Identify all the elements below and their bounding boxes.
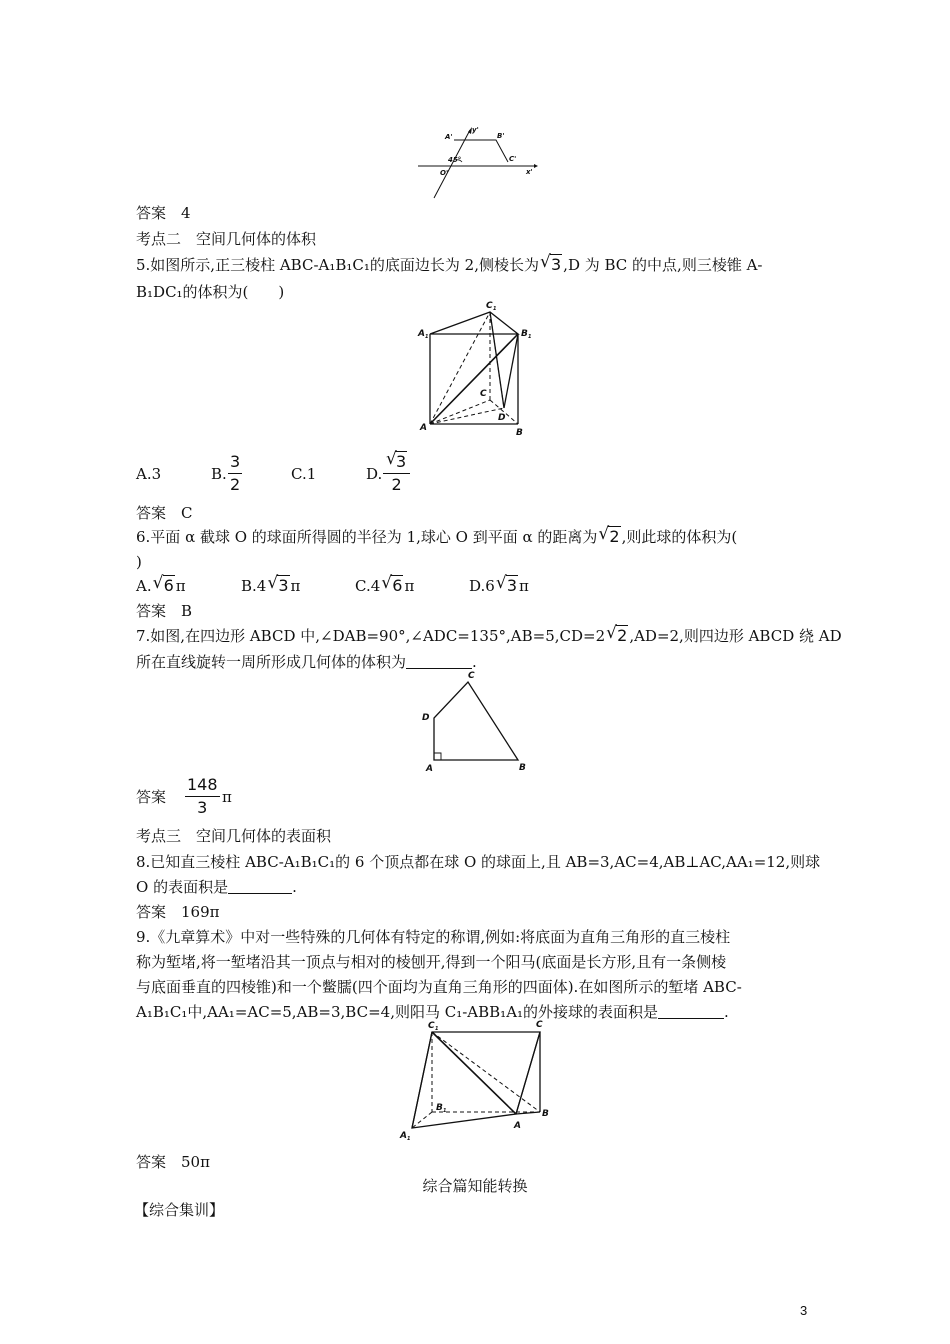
fig3-label-a: A xyxy=(426,764,433,774)
svg-text:1: 1 xyxy=(425,334,429,340)
fig1-label-c: C' xyxy=(509,155,517,163)
page-number: 3 xyxy=(800,1303,808,1318)
svg-text:1: 1 xyxy=(443,1108,447,1114)
svg-text:1: 1 xyxy=(493,306,497,312)
fig3-label-c: C xyxy=(468,671,475,681)
q6-option-b: B.4√ 3 π xyxy=(241,576,300,596)
fig4-label-a: A xyxy=(514,1121,521,1131)
fig4-label-c1: C xyxy=(428,1021,435,1031)
question-9-line-3: 与底面垂直的四棱锥)和一个鳖臑(四个面均为直角三角形的四面体).在如图所示的堑堵 ABC- xyxy=(136,978,742,996)
fig4-label-c: C xyxy=(536,1020,543,1030)
section-title-surface-area: 考点三 空间几何体的表面积 xyxy=(136,827,332,845)
q6-answer: 答案 B xyxy=(136,602,193,620)
comprehensive-subtitle: 【综合集训】 xyxy=(134,1201,225,1219)
q6-option-c: C.4√ 6 π xyxy=(355,576,414,596)
question-5-line-2: B₁DC₁的体积为( ) xyxy=(136,283,285,301)
fig2-label-b1: B xyxy=(521,329,528,339)
q6-option-d: D.6√ 3 π xyxy=(469,576,529,596)
fig4-label-a1: A xyxy=(400,1131,407,1141)
fig2-label-a: A xyxy=(420,423,427,433)
question-9-line-4: A₁B₁C₁中,AA₁=AC=5,AB=3,BC=4,则阳马 C₁-ABB₁A₁的外接球的表面积是 . xyxy=(136,1003,729,1021)
fig3-label-d: D xyxy=(422,713,430,723)
comprehensive-title: 综合篇知能转换 xyxy=(422,1177,528,1195)
q7-answer-label: 答案 xyxy=(136,788,167,806)
fig2-label-c1: C xyxy=(486,301,493,311)
q7-answer-blank xyxy=(406,654,472,669)
q5-option-d-label: D. xyxy=(366,465,383,483)
fig2-label-c: C xyxy=(480,389,487,399)
svg-text:1: 1 xyxy=(528,334,532,340)
question-6-line-2: ) xyxy=(136,553,142,571)
fig1-label-y: y' xyxy=(472,126,479,134)
q9-answer: 答案 50π xyxy=(136,1153,210,1171)
q5-option-c: C.1 xyxy=(291,465,317,483)
fig2-label-a1: A xyxy=(418,329,425,339)
fig4-label-b1: B xyxy=(436,1103,443,1113)
question-5-line-1 xyxy=(136,255,763,275)
question-9-line-2: 称为堑堵,将一堑堵沿其一顶点与相对的棱刨开,得到一个阳马(底面是长方形,且有一条侧棱 xyxy=(136,953,727,971)
fig3-label-b: B xyxy=(519,763,526,773)
q5-text-b: ,D 为 BC 的中点,则三棱锥 A- xyxy=(563,256,763,274)
q5-option-b-fraction: $\frac{3}{2}$ xyxy=(230,452,241,494)
fig1-label-a: A' xyxy=(445,133,453,141)
q5-option-a: A.3 xyxy=(136,465,162,483)
question-8-line-1: 8.已知直三棱柱 ABC-A₁B₁C₁的 6 个顶点都在球 O 的球面上,且 AB=3,AC=4,AB⊥AC,AA₁=12,则球 xyxy=(136,853,821,871)
fig4-label-b: B xyxy=(542,1109,549,1119)
answer-previous: 答案 4 xyxy=(136,204,191,222)
q5-sqrt: √ 3 xyxy=(540,255,562,275)
q6-option-a: A.√ 6 π xyxy=(136,576,186,596)
fig1-label-b: B' xyxy=(497,132,505,140)
svg-text:1: 1 xyxy=(407,1136,411,1142)
svg-text:1: 1 xyxy=(435,1026,439,1032)
figure-oblique-trapezoid xyxy=(418,124,538,200)
question-9-line-1: 9.《九章算术》中对一些特殊的几何体有特定的称谓,例如:将底面为直角三角形的直三棱柱 xyxy=(136,928,731,946)
question-8-line-2: O 的表面积是 . xyxy=(136,878,297,896)
fig1-label-angle: 45° xyxy=(448,156,462,164)
fig2-label-b: B xyxy=(516,428,523,438)
question-6-line-1: 6.平面 α 截球 O 的球面所得圆的半径为 1,球心 O 到平面 α 的距离为√ 2 ,则此球的体积为( xyxy=(136,527,737,547)
fig2-label-d: D xyxy=(498,413,506,423)
q5-option-d-fraction: √ $\frac{3}{2}$ xyxy=(383,452,410,495)
question-7-line-2: 所在直线旋转一周所形成几何体的体积为 . xyxy=(136,653,477,671)
fig1-label-o: O' xyxy=(440,169,449,177)
figure-triangular-prism xyxy=(416,296,540,438)
q5-answer: 答案 C xyxy=(136,504,193,522)
q9-answer-blank xyxy=(658,1004,724,1019)
figure-qiandu-prism xyxy=(398,1016,558,1144)
section-title-volume: 考点二 空间几何体的体积 xyxy=(136,230,317,248)
q8-answer: 答案 169π xyxy=(136,903,220,921)
figure-quadrilateral xyxy=(418,668,534,776)
q5-text-a: 5.如图所示,正三棱柱 ABC-A₁B₁C₁的底面边长为 2,侧棱长为 xyxy=(136,256,539,274)
q5-option-b-label: B. xyxy=(211,465,227,483)
question-7-line-1: 7.如图,在四边形 ABCD 中,∠DAB=90°,∠ADC=135°,AB=5,CD=2√ 2 ,AD=2,则四边形 ABCD 绕 AD xyxy=(136,626,842,646)
q7-answer-fraction: $\frac{148}{3}$ xyxy=(187,775,218,817)
fig1-label-x: x' xyxy=(526,168,533,176)
q7-answer-pi: π xyxy=(222,788,232,806)
q8-answer-blank xyxy=(228,879,292,894)
